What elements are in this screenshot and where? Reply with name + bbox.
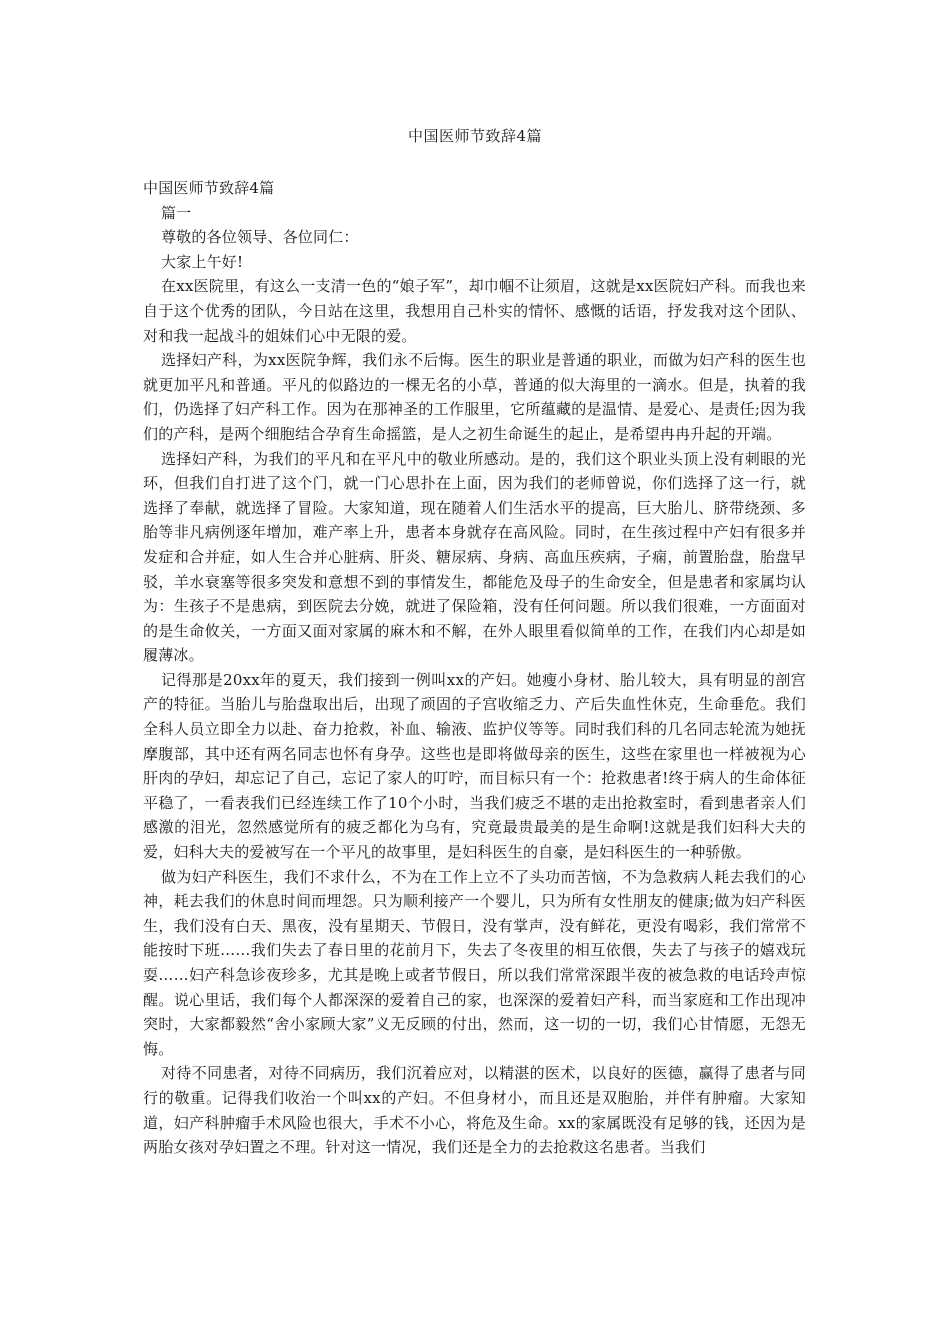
paragraph: 做为妇产科医生，我们不求什么，不为在工作上立不了头功而苦恼，不为急救病人耗去我们的心神，耗去我们的休息时间而埋怨。只为顺利接产一个婴儿，只为所有女性朋友的健康;做为妇产科医生，我们没有白天、黑夜，没有星期天、节假日，没有掌声，没有鲜花，更没有喝彩，我们常常不能按时下班……我们失去了春日里的花前月下，失去了冬夜里的相互依偎，失去了与孩子的嬉戏玩耍……妇产科急诊夜珍多，尤其是晚上或者节假日，所以我们常常深跟半夜的被急救的电话玲声惊醒。说心里话，我们每个人都深深的爱着自己的家，也深深的爱着妇产科，而当家庭和工作出现冲突时，大家都毅然“舍小家顾大家”义无反顾的付出，然而，这一切的一切，我们心甘情愿，无怨无悔。 [143, 867, 806, 1058]
section-label: 篇一 [161, 203, 192, 222]
document-title: 中国医师节致辞4篇 [407, 127, 543, 145]
document-heading: 中国医师节致辞4篇 [143, 179, 275, 197]
document-body [143, 176, 806, 1160]
paragraph: 对待不同患者，对待不同病历，我们沉着应对，以精湛的医术，以良好的医德，赢得了患者与同行的敬重。记得我们收治一个叫xx的产妇。不但身材小，而且还是双胞胎，并伴有肿瘤。大家知道，妇产科肿瘤手术风险也很大，手术不小心，将危及生命。xx的家属既没有足够的钱，还因为是两胎女孩对孕妇置之不理。针对这一情况，我们还是全力的去抢救这名患者。当我们 [143, 1064, 806, 1157]
paragraph: 记得那是20xx年的夏天，我们接到一例叫xx的产妇。她瘦小身材、胎儿较大，具有明显的剖宫产的特征。当胎儿与胎盘取出后，出现了顽固的子宫收缩乏力、产后失血性休克，生命垂危。我们全科人员立即全力以赴、奋力抢救，补血、输液、监护仪等等。同时我们科的几名同志轮流为她抚摩腹部，其中还有两名同志也怀有身孕。这些也是即将做母亲的医生，这些在家里也一样被视为心肝肉的孕妇，却忘记了自己，忘记了家人的叮咛，而目标只有一个：抢救患者!终于病人的生命体征平稳了，一看表我们已经连续工作了10个小时，当我们疲乏不堪的走出抢救室时，看到患者亲人们感激的泪光，忽然感觉所有的疲乏都化为乌有，究竟最贵最美的是生命啊!这就是我们妇科大夫的爱，妇科大夫的爱被写在一个平凡的故事里，是妇科医生的自豪，是妇科医生的一种骄傲。 [143, 670, 806, 862]
paragraph: 选择妇产科，为我们的平凡和在平凡中的敬业所感动。是的，我们这个职业头顶上没有刺眼的光环，但我们自打进了这个门，就一门心思扑在上面，因为我们的老师曾说，你们选择了这一行，就选择了奉献，就选择了冒险。大家知道，现在随着人们生活水平的提高，巨大胎儿、脐带绕颈、多胎等非凡病例逐年增加，难产率上升，患者本身就存在高风险。同时，在生孩过程中产妇有很多并发症和合并症，如人生合并心脏病、肝炎、糖尿病、身病、高血压疾病，子痫，前置胎盘，胎盘早驳，羊水衰塞等很多突发和意想不到的事情发生，都能危及母子的生命安全，但是患者和家属均认为：生孩子不是患病，到医院去分娩，就进了保险箱，没有任何问题。所以我们很难，一方面面对的是生命攸关，一方面又面对家属的麻木和不解，在外人眼里看似简单的工作，在我们内心却是如履薄冰。 [143, 449, 806, 665]
salutation: 尊敬的各位领导、各位同仁： [161, 228, 359, 247]
paragraph: 选择妇产科，为xx医院争辉，我们永不后悔。医生的职业是普通的职业，而做为妇产科的医生也就更加平凡和普通。平凡的似路边的一棵无名的小草，普通的似大海里的一滴水。但是，执着的我们，仍选择了妇产科工作。因为在那神圣的工作服里，它所蕴藏的是温情、是爱心、是责任;因为我们的产科，是两个细胞结合孕育生命摇篮，是人之初生命诞生的起止，是希望冉冉升起的开端。 [143, 351, 806, 443]
greeting: 大家上午好! [161, 252, 244, 271]
paragraph: 在xx医院里，有这么一支清一色的“娘子军”，却巾帼不让须眉，这就是xx医院妇产科。而我也来自于这个优秀的团队，今日站在这里，我想用自己朴实的情怀、感慨的话语，抒发我对这个团队、对和我一起战斗的姐妹们心中无限的爱。 [143, 277, 806, 345]
